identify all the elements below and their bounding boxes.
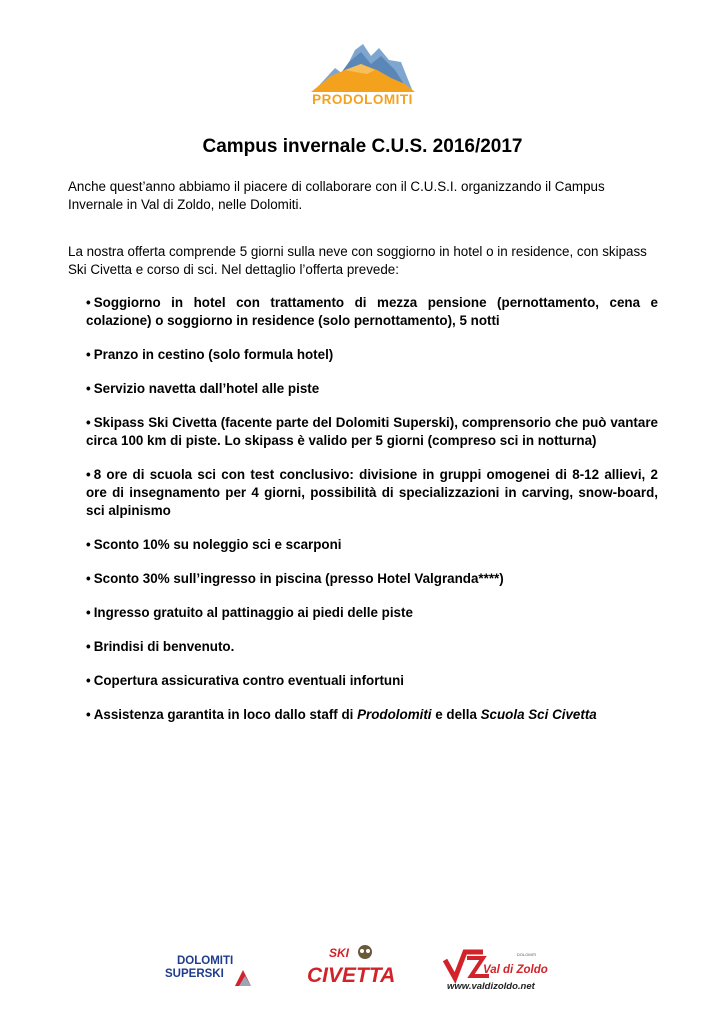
val-di-zoldo-logo [443, 942, 553, 992]
intro-paragraph-2: La nostra offerta comprende 5 giorni sulla neve con soggiorno in hotel o in residence, con skipass Ski Civetta e corso di sci. Nel dettaglio l’offerta prevede: [68, 244, 647, 277]
dolomiti-superski-logo [163, 948, 253, 988]
offer-item: • Soggiorno in hotel con trattamento di mezza pensione (pernottamento, cena e colazione) o soggiorno in residence (solo pernottamento), 5 notti [86, 295, 658, 328]
prodolomiti-logo [305, 40, 420, 108]
ski-civetta-logo [305, 940, 397, 990]
civetta-logo-name: CIVETTA [307, 964, 396, 987]
bullet-icon: • [86, 639, 91, 654]
offer-item-assistance: • Assistenza garantita in loco dallo staff di Prodolomiti e della Scuola Sci Civetta [86, 707, 597, 722]
offer-item: • Sconto 10% su noleggio sci e scarponi [86, 537, 342, 552]
offer-list [86, 294, 658, 740]
bullet-icon: • [86, 537, 91, 552]
dolomiti-logo-line1: DOLOMITI [177, 955, 234, 967]
intro-paragraph-1: Anche quest’anno abbiamo il piacere di collaborare con il C.U.S.I. organizzando il Campus Invernale in Val di Zoldo, nelle Dolomiti. [68, 179, 605, 212]
offer-item: • 8 ore di scuola sci con test conclusivo: divisione in gruppi omogenei di 8-12 allievi, 2 ore di insegnamento per 4 giorni, possibilità di specializzazioni in carving, snow-board, sci alpinismo [86, 467, 658, 518]
sponsor-logos [0, 938, 725, 998]
bullet-icon: • [86, 467, 91, 482]
offer-item: • Ingresso gratuito al pattinaggio ai piedi delle piste [86, 605, 413, 620]
zoldo-logo-small: DOLOMITI [517, 952, 537, 957]
dolomiti-logo-line2: SUPERSKI [165, 968, 224, 980]
offer-item: • Brindisi di benvenuto. [86, 639, 235, 654]
prodolomiti-logo-text: PRODOLOMITI [312, 92, 413, 107]
owl-icon [358, 945, 372, 959]
offer-item: • Sconto 30% sull’ingresso in piscina (presso Hotel Valgranda****) [86, 571, 504, 586]
bullet-icon: • [86, 605, 91, 620]
offer-item: • Skipass Ski Civetta (facente parte del Dolomiti Superski), comprensorio che può vantare circa 100 km di piste. Lo skipass è valido per 5 giorni (compreso sci in notturna) [86, 415, 658, 448]
zoldo-logo-url: www.valdizoldo.net [447, 981, 535, 992]
bullet-icon: • [86, 295, 91, 310]
offer-item: • Pranzo in cestino (solo formula hotel) [86, 347, 334, 362]
bullet-icon: • [86, 707, 91, 722]
bullet-icon: • [86, 571, 91, 586]
civetta-logo-ski: SKI [329, 946, 350, 960]
bullet-icon: • [86, 673, 91, 688]
zoldo-logo-name: Val di Zoldo [483, 964, 548, 976]
offer-item: • Copertura assicurativa contro eventuali infortuni [86, 673, 404, 688]
page-title: Campus invernale C.U.S. 2016/2017 [202, 136, 523, 157]
bullet-icon: • [86, 415, 91, 430]
bullet-icon: • [86, 347, 91, 362]
offer-item: • Servizio navetta dall’hotel alle piste [86, 381, 320, 396]
bullet-icon: • [86, 381, 91, 396]
